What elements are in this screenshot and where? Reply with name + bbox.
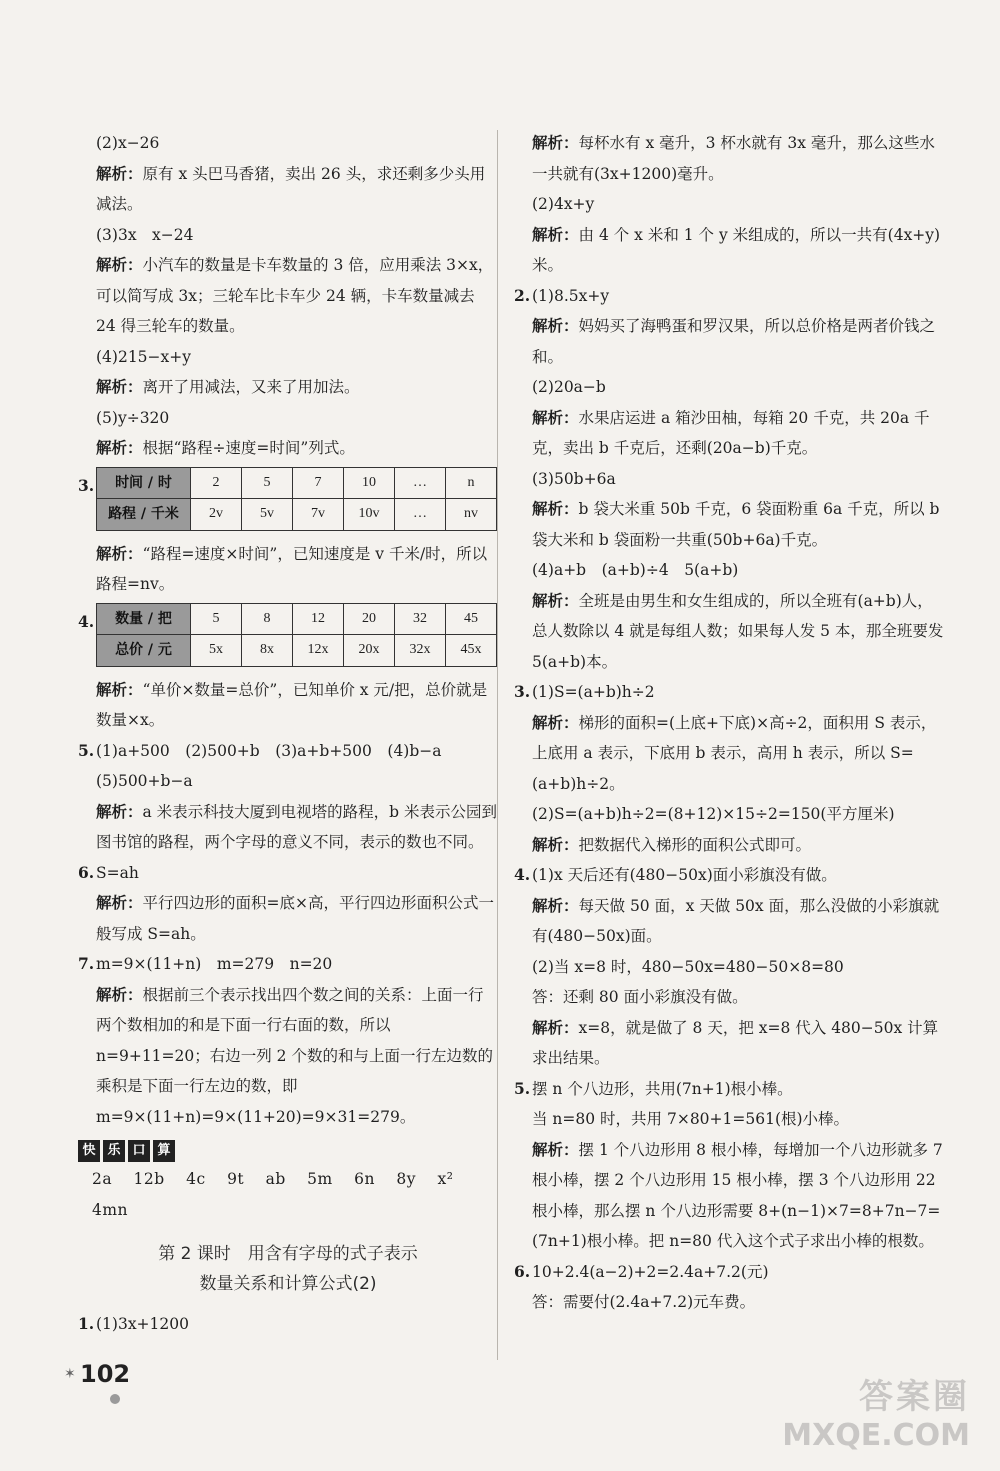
question-number: 7. (78, 954, 95, 973)
table-cell: 12x (293, 635, 344, 667)
badge-char: 乐 (103, 1140, 125, 1162)
question-number: 5. (514, 1078, 531, 1098)
analysis-para: 解析：小汽车的数量是卡车数量的 3 倍，应用乘法 3×x，可以简写成 3x；三轮车比卡车少 24 辆，卡车数量减去 24 得三轮车的数量。 (96, 255, 494, 335)
watermark (782, 1369, 970, 1453)
table-cell: 12 (293, 603, 344, 635)
table-cell: 32x (395, 635, 446, 667)
table-cell: 10v (344, 499, 395, 531)
dot-icon (110, 1394, 120, 1404)
analysis-para: 解析：摆 1 个八边形用 8 根小棒，每增加一个八边形就多 7 根小棒，摆 2 个八边形用 15 根小棒，摆 3 个八边形用 22 根小棒，那么摆 n 个八边形需要 8+(n−1)×7=8+7n−7=(7n+1)根小棒。把 n=80 代入这个式子求出小棒的根数。 (532, 1139, 943, 1250)
analysis-para: 解析：把数据代入梯形的面积公式即可。 (532, 834, 812, 854)
lesson-title (78, 1239, 498, 1299)
answer-line: 5. 摆 n 个八边形，共用(7n+1)根小棒。 (514, 1074, 944, 1105)
table-cell: 45 (446, 603, 497, 635)
analysis-label: 解析： (96, 163, 143, 183)
question-number: 1. (78, 1314, 95, 1333)
analysis-para: 解析：根据前三个表示找出四个数之间的关系：上面一行两个数相加的和是下面一行右面的数，所以 n=9+11=20；右边一列 2 个数的和与上面一行左边数的乘积是下面一行左边的数，即 m=9×(11+n)=9×(11+20)=9×31=279。 (96, 984, 493, 1126)
watermark-url: MXQE.COM (782, 1418, 970, 1453)
question-number: 4. (78, 611, 95, 631)
question-number: 4. (514, 865, 531, 884)
table-cell: 8 (242, 603, 293, 635)
analysis-para: 解析：“路程=速度×时间”，已知速度是 v 千米/时，所以路程=nv。 (96, 543, 488, 593)
time-distance-table (96, 467, 497, 531)
table-header: 路程 / 千米 (97, 499, 191, 531)
table-header: 总价 / 元 (97, 635, 191, 667)
table-cell: 5 (191, 603, 242, 635)
analysis-para: 解析：梯形的面积=(上底+下底)×高÷2，面积用 S 表示，上底用 a 表示，下底用 b 表示，高用 h 表示，所以 S=(a+b)h÷2。 (532, 712, 937, 793)
question-number: 5. (78, 740, 95, 760)
table-cell: 45x (446, 635, 497, 667)
table-cell: 20 (344, 603, 395, 635)
answer-line: (4)a+b (a+b)÷4 5(a+b) (532, 561, 739, 579)
table-cell: n (446, 467, 497, 499)
answer-line: (2)当 x=8 时，480−50x=480−50×8=80 (532, 957, 844, 976)
answer-line: (2)S=(a+b)h÷2=(8+12)×15÷2=150(平方厘米) (532, 805, 895, 823)
analysis-para: 解析：a 米表示科技大厦到电视塔的路程，b 米表示公园到图书馆的路程，两个字母的意义不同，表示的数也不同。 (96, 801, 498, 851)
answer-line: 6. 10+2.4(a−2)+2=2.4a+7.2(元) (514, 1257, 944, 1288)
badge-char: 快 (78, 1140, 100, 1162)
answer-line: 3. (1)S=(a+b)h÷2 (514, 677, 944, 708)
question-number: 2. (514, 285, 531, 305)
table-cell: 5x (191, 635, 242, 667)
analysis-para: 解析：每天做 50 面，x 天做 50x 面，那么没做的小彩旗就有(480−50x)面。 (532, 895, 940, 945)
left-column (78, 128, 498, 1340)
answer-line: (4)215−x+y (96, 347, 192, 366)
question-number: 6. (78, 862, 95, 882)
page-number: 102 (80, 1360, 131, 1388)
analysis-para: 解析：x=8，就是做了 8 天，把 x=8 代入 480−50x 计算求出结果。 (532, 1017, 939, 1067)
answer-line: (3)50b+6a (532, 469, 616, 488)
answer-line: (5)y÷320 (96, 408, 170, 427)
answer-line: 7. m=9×(11+n) m=279 n=20 (78, 949, 498, 980)
analysis-para: 解析：原有 x 头巴马香猪，卖出 26 头，求还剩多少头用减法。 (96, 163, 486, 213)
table-cell: 32 (395, 603, 446, 635)
answer-line: 6. S=ah (78, 858, 498, 889)
analysis-para: 解析：每杯水有 x 毫升，3 杯水就有 3x 毫升，那么这些水一共就有(3x+1200)毫升。 (532, 133, 935, 183)
answer-line: (5)500+b−a (96, 772, 193, 790)
answer-line: (2)20a−b (532, 378, 606, 396)
answer-line: (2)4x+y (532, 195, 595, 213)
answer-line: 答：需要付(2.4a+7.2)元车费。 (532, 1293, 756, 1311)
lesson-title-line-2: 数量关系和计算公式(2) (199, 1274, 377, 1294)
answer-line: 4. (1)x 天后还有(480−50x)面小彩旗没有做。 (514, 860, 944, 891)
star-icon: ✶ (64, 1366, 76, 1382)
table-cell: 2v (191, 499, 242, 531)
analysis-para: 解析：水果店运进 a 箱沙田柚，每箱 20 千克，共 20a 千克，卖出 b 千克后，还剩(20a−b)千克。 (532, 407, 930, 457)
lesson-title-line-1: 第 2 课时 用含有字母的式子表示 (158, 1244, 418, 1264)
table-cell: 20x (344, 635, 395, 667)
badge-char: 算 (153, 1140, 175, 1162)
answer-line: 2. (1)8.5x+y (514, 281, 944, 312)
watermark-logo-text: 答案圈 (859, 1377, 970, 1417)
question-4-table-block (78, 603, 498, 667)
table-cell: 7v (293, 499, 344, 531)
right-column (514, 128, 944, 1318)
question-number: 3. (514, 682, 531, 701)
analysis-para: 解析：根据“路程÷速度=时间”列式。 (96, 438, 355, 457)
table-cell: nv (446, 499, 497, 531)
answer-line: (3)3x x−24 (96, 225, 194, 244)
question-3-table-block (78, 467, 498, 531)
table-cell: 10 (344, 467, 395, 499)
table-cell: 7 (293, 467, 344, 499)
question-number: 3. (78, 475, 95, 495)
analysis-para: 解析：“单价×数量=总价”，已知单价 x 元/把，总价就是数量×x。 (96, 679, 488, 729)
table-cell: 2 (191, 467, 242, 499)
analysis-para: 解析：由 4 个 x 米和 1 个 y 米组成的，所以一共有(4x+y)米。 (532, 224, 941, 274)
answer-line: 1. (1)3x+1200 (78, 1309, 498, 1340)
badge-char: 口 (128, 1140, 150, 1162)
quantity-price-table (96, 603, 497, 667)
analysis-para: 解析：妈妈买了海鸭蛋和罗汉果，所以总价格是两者价钱之和。 (532, 316, 936, 366)
mental-math-badge (78, 1140, 498, 1162)
table-cell: … (395, 467, 446, 499)
table-cell: 8x (242, 635, 293, 667)
analysis-para: 解析：全班是由男生和女生组成的，所以全班有(a+b)人，总人数除以 4 就是每组人数；如果每人发 5 本，那全班要发 5(a+b)本。 (532, 590, 944, 671)
table-cell: 5v (242, 499, 293, 531)
answer-line: (2)x−26 (96, 134, 160, 152)
analysis-para: 解析：b 袋大米重 50b 千克，6 袋面粉重 6a 千克，所以 b 袋大米和 b 袋面粉一共重(50b+6a)千克。 (532, 499, 940, 549)
table-header: 数量 / 把 (97, 603, 191, 635)
question-number: 6. (514, 1261, 531, 1281)
answer-line: 5. (1)a+500 (2)500+b (3)a+b+500 (4)b−a (78, 736, 498, 767)
answer-line: 当 n=80 时，共用 7×80+1=561(根)小棒。 (532, 1110, 850, 1128)
table-cell: … (395, 499, 446, 531)
mental-math-answers: 2a 12b 4c 9t ab 5m 6n 8y x² 4mn (92, 1170, 475, 1219)
answer-line: 答：还剩 80 面小彩旗没有做。 (532, 988, 748, 1006)
analysis-para: 解析：离开了用减法，又来了用加法。 (96, 377, 360, 396)
table-header: 时间 / 时 (97, 467, 191, 499)
analysis-para: 解析：平行四边形的面积=底×高，平行四边形面积公式一般写成 S=ah。 (96, 893, 494, 943)
table-cell: 5 (242, 467, 293, 499)
